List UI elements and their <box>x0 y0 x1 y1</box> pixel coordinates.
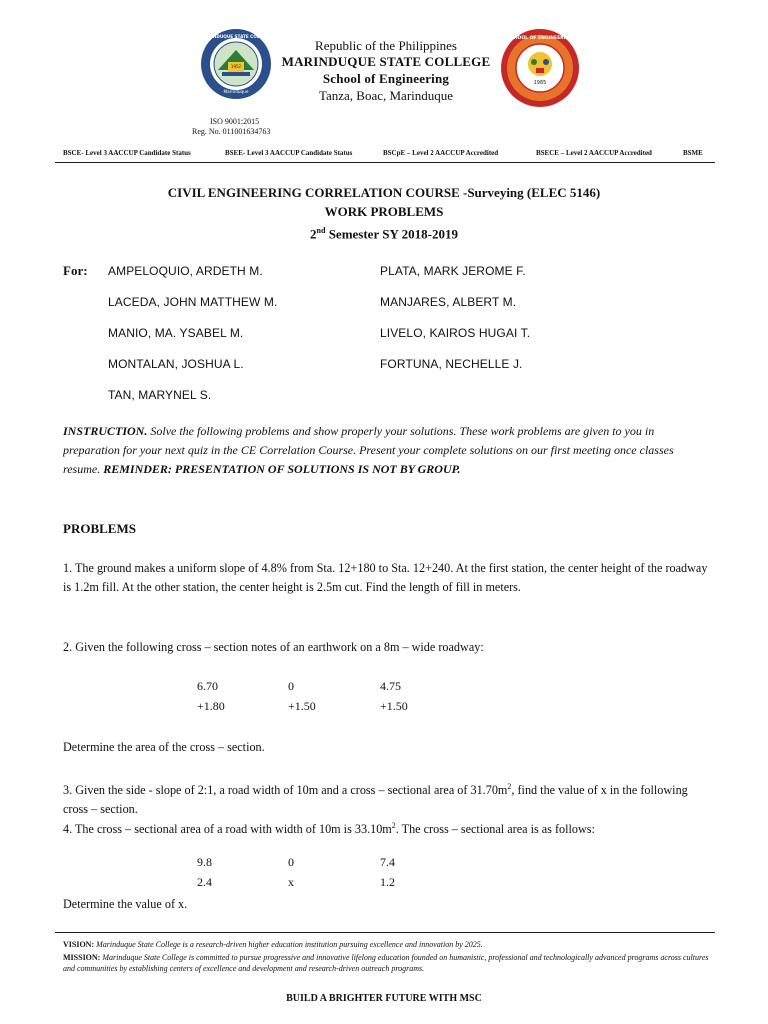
seal-year: 1985 <box>533 80 547 86</box>
iso-block <box>192 117 271 137</box>
problem-2: 2. Given the following cross – section notes of an earthwork on a 8m – wide roadway: <box>63 640 484 654</box>
student-name: MANJARES, ALBERT M. <box>380 295 517 309</box>
svg-text:Marinduque: Marinduque <box>223 89 249 94</box>
reg-no: Reg. No. 011001634763 <box>192 127 271 136</box>
table2-cell: +1.50 <box>288 699 316 713</box>
student-name: AMPELOQUIO, ARDETH M. <box>108 264 263 278</box>
problem-1: 1. The ground makes a uniform slope of 4.8% from Sta. 12+180 to Sta. 12+240. At the first station, the center height of the roadway is 1.2m fill. At the other station, the center height is 2.5m cut. Find the length of fill in meters. <box>63 561 708 594</box>
student-name: FORTUNA, NECHELLE J. <box>380 357 523 371</box>
header-school: School of Engineering <box>322 71 450 86</box>
table2-cell: +1.80 <box>197 699 225 713</box>
header-republic: Republic of the Philippines <box>315 38 457 53</box>
mission-label: MISSION: <box>63 953 101 962</box>
problems-heading: PROBLEMS <box>63 521 136 536</box>
svg-text:MARINDUQUE STATE COLLEGE: MARINDUQUE STATE COLLEGE <box>200 34 272 39</box>
course-title: CIVIL ENGINEERING CORRELATION COURSE -Surveying (ELEC 5146) <box>167 185 601 200</box>
student-name: LIVELO, KAIROS HUGAI T. <box>380 326 531 340</box>
table4-cell: 2.4 <box>197 875 212 889</box>
problem-3: 3. Given the side - slope of 2:1, a road width of 10m and a cross – sectional area of $31.70m^2$, find the value of x in the following cross – section. <box>63 782 688 817</box>
accreditation-item: BSEE- Level 3 AACCUP Candidate Status <box>225 149 353 157</box>
table4-cell: x <box>288 875 294 889</box>
seal-year: 1952 <box>230 64 242 69</box>
problem-4: 4. The cross – sectional area of a road with width of 10m is $33.10m^2$. The cross – sectional area is as follows: <box>63 821 595 837</box>
problem-2-question: Determine the area of the cross – section. <box>63 740 265 754</box>
table4-cell: 7.4 <box>380 855 395 869</box>
table2-cell: 4.75 <box>380 679 401 693</box>
reminder-text: REMINDER: PRESENTATION OF SOLUTIONS IS NOT BY GROUP. <box>103 462 461 476</box>
accreditation-item: BSME <box>683 149 703 157</box>
table2-cell: 0 <box>288 679 294 693</box>
iso-cert: ISO 9001:2015 <box>210 117 260 126</box>
table4-cell: 0 <box>288 855 294 869</box>
header-college: MARINDUQUE STATE COLLEGE <box>281 54 491 69</box>
accreditation-item: BSECE – Level 2 AACCUP Accredited <box>536 149 652 157</box>
table2-cell: +1.50 <box>380 699 408 713</box>
footer-divider <box>55 932 715 933</box>
problem-4-question: Determine the value of x. <box>63 897 188 911</box>
student-name: MONTALAN, JOSHUA L. <box>108 357 244 371</box>
for-label: For: <box>63 263 88 278</box>
accreditation-item: BSCpE – Level 2 AACCUP Accredited <box>383 149 499 157</box>
semester-title: 2nd Semester SY 2018-2019 <box>310 226 458 242</box>
instruction-paragraph: INSTRUCTION. Solve the following problems and show properly your solutions. These work problems are given to you in preparation for your next quiz in the CE Correlation Course. Present your complete solutions on our first meeting once classes resume. REMINDER: PRESENTATION OF SOLUTIONS IS NOT BY GROUP. <box>63 424 674 476</box>
mission-statement: MISSION: Marinduque State College is committed to pursue progressive and innovative lifelong education founded on humanistic, professional and technologically advanced programs across cultures and communities by establishing centers of excellence and development and research-driven outreach programs. <box>63 953 709 973</box>
accreditation-item: BSCE- Level 3 AACCUP Candidate Status <box>63 149 191 157</box>
table4-cell: 9.8 <box>197 855 212 869</box>
header-divider <box>55 162 715 163</box>
header-address: Tanza, Boac, Marinduque <box>318 88 454 103</box>
student-name: LACEDA, JOHN MATTHEW M. <box>108 295 278 309</box>
table4-cell: 1.2 <box>380 875 395 889</box>
table2-cell: 6.70 <box>197 679 218 693</box>
student-name: TAN, MARYNEL S. <box>108 388 212 402</box>
slogan: BUILD A BRIGHTER FUTURE WITH MSC <box>286 993 482 1004</box>
vision-label: VISION: <box>63 940 95 949</box>
student-name: MANIO, MA. YSABEL M. <box>108 326 244 340</box>
instruction-label: INSTRUCTION. <box>63 424 148 438</box>
vision-statement: VISION: Marinduque State College is a research-driven higher education institution pursuing excellence and innovation by 2025. <box>63 940 483 949</box>
student-name: PLATA, MARK JEROME F. <box>380 264 526 278</box>
document-title: WORK PROBLEMS <box>324 204 444 219</box>
svg-text:SCHOOL OF ENGINEERING: SCHOOL OF ENGINEERING <box>507 36 573 41</box>
